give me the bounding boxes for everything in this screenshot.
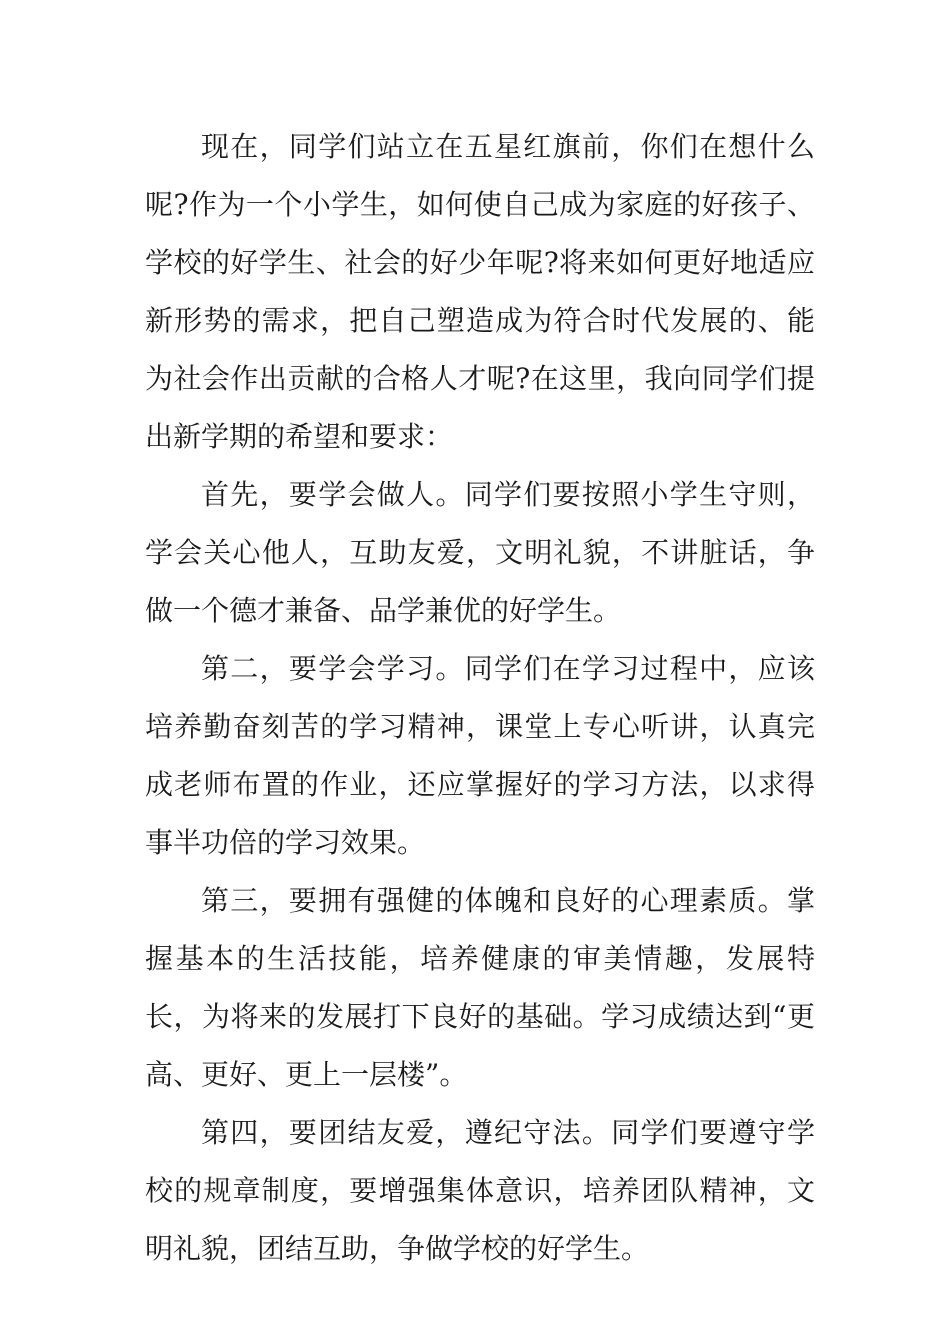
paragraph-first: 首先，要学会做人。同学们要按照小学生守则，学会关心他人，互助友爱，文明礼貌，不讲脏话，争做一个德才兼备、品学兼优的好学生。 (145, 478, 815, 627)
paragraph-second: 第二，要学会学习。同学们在学习过程中，应该培养勤奋刻苦的学习精神，课堂上专心听讲，认真完成老师布置的作业，还应掌握好的学习方法，以求得事半功倍的学习效果。 (145, 652, 815, 859)
paragraph-fourth: 第四，要团结友爱，遵纪守法。同学们要遵守学校的规章制度，要增强集体意识，培养团队精神，文明礼貌，团结互助，争做学校的好学生。 (145, 1116, 815, 1265)
paragraph-intro: 现在，同学们站立在五星红旗前，你们在想什么呢?作为一个小学生，如何使自己成为家庭的好孩子、学校的好学生、社会的好少年呢?将来如何更好地适应新形势的需求，把自己塑造成为符合时代发展的、能为社会作出贡献的合格人才呢?在这里，我向同学们提出新学期的希望和要求： (145, 130, 815, 453)
document-body (145, 118, 815, 1278)
paragraph-third: 第三，要拥有强健的体魄和良好的心理素质。掌握基本的生活技能，培养健康的审美情趣，发展特长，为将来的发展打下良好的基础。学习成绩达到“更高、更好、更上一层楼”。 (145, 884, 815, 1091)
